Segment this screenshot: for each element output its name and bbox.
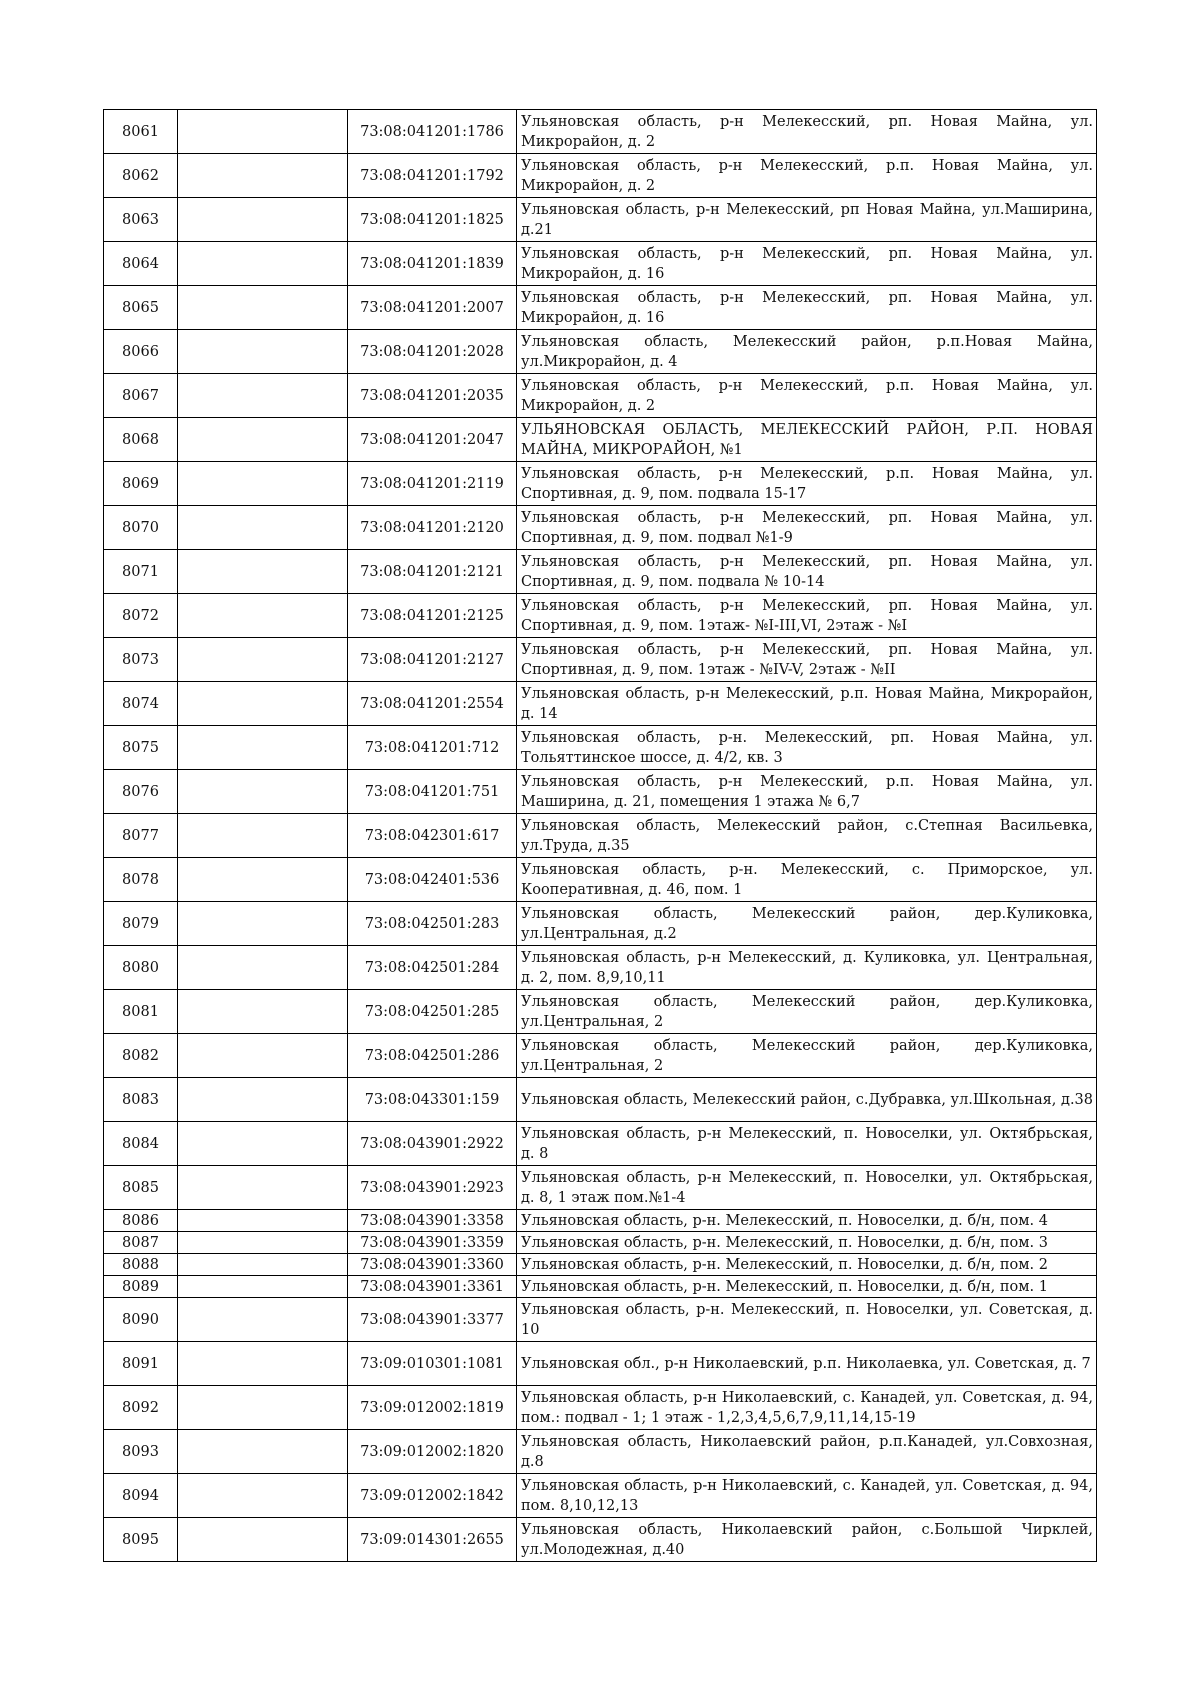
row-number: 8077 — [104, 814, 178, 858]
table-row — [104, 902, 1097, 946]
table-row — [104, 198, 1097, 242]
property-address: Ульяновская область, р-н Мелекесский, р.п. Новая Майна, ул. Маширина, д. 21, помещения 1 этажа № 6,7 — [517, 770, 1097, 814]
row-blank-cell — [178, 682, 348, 726]
row-number: 8084 — [104, 1122, 178, 1166]
cadastral-number: 73:08:041201:1786 — [348, 110, 517, 154]
row-blank-cell — [178, 1276, 348, 1298]
row-blank-cell — [178, 1210, 348, 1232]
cadastral-number: 73:08:043901:2923 — [348, 1166, 517, 1210]
row-blank-cell — [178, 1430, 348, 1474]
cadastral-number: 73:08:041201:2047 — [348, 418, 517, 462]
row-blank-cell — [178, 1034, 348, 1078]
property-address: Ульяновская область, р-н. Мелекесский, п. Новоселки, д. б/н, пом. 3 — [517, 1232, 1097, 1254]
table-row — [104, 374, 1097, 418]
cadastral-number: 73:08:042301:617 — [348, 814, 517, 858]
cadastral-number: 73:08:041201:1825 — [348, 198, 517, 242]
cadastral-number: 73:08:043901:3361 — [348, 1276, 517, 1298]
property-address: Ульяновская область, р-н Мелекесский, р.п. Новая Майна, ул. Спортивная, д. 9, пом. подвала 15-17 — [517, 462, 1097, 506]
cadastral-number: 73:08:041201:2007 — [348, 286, 517, 330]
table-row — [104, 814, 1097, 858]
cadastral-number: 73:08:042501:284 — [348, 946, 517, 990]
cadastral-number: 73:09:012002:1842 — [348, 1474, 517, 1518]
cadastral-number: 73:08:041201:2028 — [348, 330, 517, 374]
table-row — [104, 1078, 1097, 1122]
cadastral-number: 73:08:043901:3359 — [348, 1232, 517, 1254]
property-address: Ульяновская область, Мелекесский район, с.Дубравка, ул.Школьная, д.38 — [517, 1078, 1097, 1122]
property-address: Ульяновская область, р-н Мелекесский, п. Новоселки, ул. Октябрьская, д. 8 — [517, 1122, 1097, 1166]
row-number: 8066 — [104, 330, 178, 374]
property-address: Ульяновская область, р-н Мелекесский, рп. Новая Майна, ул. Микрорайон, д. 16 — [517, 286, 1097, 330]
property-address: Ульяновская область, Мелекесский район, р.п.Новая Майна, ул.Микрорайон, д. 4 — [517, 330, 1097, 374]
row-number: 8062 — [104, 154, 178, 198]
cadastral-number: 73:08:042401:536 — [348, 858, 517, 902]
row-blank-cell — [178, 1232, 348, 1254]
table-row — [104, 1210, 1097, 1232]
row-blank-cell — [178, 418, 348, 462]
property-table — [103, 109, 1097, 1562]
table-row — [104, 1342, 1097, 1386]
cadastral-number: 73:08:041201:751 — [348, 770, 517, 814]
table-row — [104, 1518, 1097, 1562]
property-address: Ульяновская область, р-н Мелекесский, рп. Новая Майна, ул. Спортивная, д. 9, пом. подвала № 10-14 — [517, 550, 1097, 594]
cadastral-number: 73:08:043901:3358 — [348, 1210, 517, 1232]
row-number: 8075 — [104, 726, 178, 770]
row-number: 8094 — [104, 1474, 178, 1518]
row-number: 8063 — [104, 198, 178, 242]
row-number: 8064 — [104, 242, 178, 286]
table-row — [104, 726, 1097, 770]
property-address: Ульяновская область, р-н Мелекесский, р.п. Новая Майна, Микрорайон, д. 14 — [517, 682, 1097, 726]
property-address: Ульяновская область, р-н Мелекесский, д. Куликовка, ул. Центральная, д. 2, пом. 8,9,10,11 — [517, 946, 1097, 990]
cadastral-number: 73:08:042501:283 — [348, 902, 517, 946]
table-row — [104, 418, 1097, 462]
row-blank-cell — [178, 638, 348, 682]
table-row — [104, 594, 1097, 638]
table-row — [104, 154, 1097, 198]
row-blank-cell — [178, 594, 348, 638]
table-body — [104, 110, 1097, 1562]
row-blank-cell — [178, 154, 348, 198]
property-address: Ульяновская область, р-н Мелекесский, рп. Новая Майна, ул. Спортивная, д. 9, пом. 1этаж - №IV-V, 2этаж - №II — [517, 638, 1097, 682]
row-number: 8076 — [104, 770, 178, 814]
cadastral-number: 73:08:041201:712 — [348, 726, 517, 770]
table-row — [104, 1276, 1097, 1298]
table-row — [104, 1232, 1097, 1254]
row-blank-cell — [178, 858, 348, 902]
row-number: 8072 — [104, 594, 178, 638]
row-number: 8078 — [104, 858, 178, 902]
property-address: Ульяновская область, р-н Мелекесский, рп. Новая Майна, ул. Спортивная, д. 9, пом. подвал №1-9 — [517, 506, 1097, 550]
row-number: 8070 — [104, 506, 178, 550]
cadastral-number: 73:09:012002:1819 — [348, 1386, 517, 1430]
row-number: 8085 — [104, 1166, 178, 1210]
row-blank-cell — [178, 1122, 348, 1166]
row-blank-cell — [178, 110, 348, 154]
table-row — [104, 1298, 1097, 1342]
row-number: 8092 — [104, 1386, 178, 1430]
row-blank-cell — [178, 550, 348, 594]
row-number: 8080 — [104, 946, 178, 990]
table-row — [104, 1254, 1097, 1276]
cadastral-number: 73:08:042501:286 — [348, 1034, 517, 1078]
table-row — [104, 638, 1097, 682]
row-blank-cell — [178, 1474, 348, 1518]
cadastral-number: 73:08:043901:2922 — [348, 1122, 517, 1166]
row-number: 8086 — [104, 1210, 178, 1232]
property-address: Ульяновская область, р-н Мелекесский, рп. Новая Майна, ул. Спортивная, д. 9, пом. 1этаж- №I-III,VI, 2этаж - №I — [517, 594, 1097, 638]
table-row — [104, 1166, 1097, 1210]
cadastral-number: 73:08:042501:285 — [348, 990, 517, 1034]
property-address: Ульяновская область, р-н Мелекесский, рп. Новая Майна, ул. Микрорайон, д. 16 — [517, 242, 1097, 286]
property-address: Ульяновская область, р-н Мелекесский, р.п. Новая Майна, ул. Микрорайон, д. 2 — [517, 374, 1097, 418]
table-row — [104, 462, 1097, 506]
table-row — [104, 858, 1097, 902]
table-row — [104, 1122, 1097, 1166]
property-address: Ульяновская область, Мелекесский район, дер.Куликовка, ул.Центральная, 2 — [517, 1034, 1097, 1078]
property-address: Ульяновская область, р-н. Мелекесский, п. Новоселки, ул. Советская, д. 10 — [517, 1298, 1097, 1342]
row-blank-cell — [178, 1078, 348, 1122]
property-address: Ульяновская область, р-н Мелекесский, п. Новоселки, ул. Октябрьская, д. 8, 1 этаж пом.№1-4 — [517, 1166, 1097, 1210]
cadastral-number: 73:08:043901:3377 — [348, 1298, 517, 1342]
table-row — [104, 946, 1097, 990]
table-row — [104, 110, 1097, 154]
property-address: Ульяновская область, Мелекесский район, с.Степная Васильевка, ул.Труда, д.35 — [517, 814, 1097, 858]
row-blank-cell — [178, 726, 348, 770]
property-address: Ульяновская область, р-н Мелекесский, рп. Новая Майна, ул. Микрорайон, д. 2 — [517, 110, 1097, 154]
cadastral-number: 73:09:010301:1081 — [348, 1342, 517, 1386]
row-blank-cell — [178, 946, 348, 990]
cadastral-number: 73:08:041201:2127 — [348, 638, 517, 682]
cadastral-number: 73:08:043301:159 — [348, 1078, 517, 1122]
row-number: 8061 — [104, 110, 178, 154]
row-blank-cell — [178, 902, 348, 946]
property-address: Ульяновская обл., р-н Николаевский, р.п. Николаевка, ул. Советская, д. 7 — [517, 1342, 1097, 1386]
row-number: 8093 — [104, 1430, 178, 1474]
row-blank-cell — [178, 814, 348, 858]
row-number: 8091 — [104, 1342, 178, 1386]
cadastral-number: 73:08:041201:2119 — [348, 462, 517, 506]
table-row — [104, 242, 1097, 286]
table-row — [104, 1474, 1097, 1518]
row-number: 8083 — [104, 1078, 178, 1122]
row-blank-cell — [178, 770, 348, 814]
property-address: Ульяновская область, Мелекесский район, дер.Куликовка, ул.Центральная, 2 — [517, 990, 1097, 1034]
row-blank-cell — [178, 990, 348, 1034]
table-row — [104, 1430, 1097, 1474]
row-blank-cell — [178, 374, 348, 418]
table-row — [104, 506, 1097, 550]
row-number: 8090 — [104, 1298, 178, 1342]
row-blank-cell — [178, 1518, 348, 1562]
row-number: 8074 — [104, 682, 178, 726]
table-row — [104, 286, 1097, 330]
property-address: Ульяновская область, р-н. Мелекесский, п. Новоселки, д. б/н, пом. 2 — [517, 1254, 1097, 1276]
row-number: 8081 — [104, 990, 178, 1034]
property-address: Ульяновская область, р-н Николаевский, с. Канадей, ул. Советская, д. 94, пом. 8,10,12,13 — [517, 1474, 1097, 1518]
table-row — [104, 330, 1097, 374]
row-blank-cell — [178, 462, 348, 506]
cadastral-number: 73:08:041201:2120 — [348, 506, 517, 550]
row-blank-cell — [178, 242, 348, 286]
property-address: Ульяновская область, р-н Мелекесский, р.п. Новая Майна, ул. Микрорайон, д. 2 — [517, 154, 1097, 198]
row-blank-cell — [178, 1386, 348, 1430]
row-blank-cell — [178, 1166, 348, 1210]
row-number: 8065 — [104, 286, 178, 330]
table-row — [104, 1386, 1097, 1430]
table-row — [104, 682, 1097, 726]
row-number: 8073 — [104, 638, 178, 682]
row-number: 8089 — [104, 1276, 178, 1298]
row-blank-cell — [178, 330, 348, 374]
row-blank-cell — [178, 198, 348, 242]
cadastral-number: 73:08:041201:2035 — [348, 374, 517, 418]
cadastral-number: 73:08:043901:3360 — [348, 1254, 517, 1276]
property-address: Ульяновская область, Николаевский район, р.п.Канадей, ул.Совхозная, д.8 — [517, 1430, 1097, 1474]
property-address: Ульяновская область, р-н. Мелекесский, п. Новоселки, д. б/н, пом. 4 — [517, 1210, 1097, 1232]
row-number: 8079 — [104, 902, 178, 946]
row-number: 8095 — [104, 1518, 178, 1562]
row-blank-cell — [178, 1298, 348, 1342]
row-blank-cell — [178, 1254, 348, 1276]
table-row — [104, 990, 1097, 1034]
property-address: Ульяновская область, р-н Мелекесский, рп Новая Майна, ул.Маширина, д.21 — [517, 198, 1097, 242]
cadastral-number: 73:09:014301:2655 — [348, 1518, 517, 1562]
row-number: 8088 — [104, 1254, 178, 1276]
table-row — [104, 770, 1097, 814]
property-address: Ульяновская область, Мелекесский район, дер.Куликовка, ул.Центральная, д.2 — [517, 902, 1097, 946]
cadastral-number: 73:08:041201:2125 — [348, 594, 517, 638]
property-address: Ульяновская область, р-н. Мелекесский, с. Приморское, ул. Кооперативная, д. 46, пом. 1 — [517, 858, 1097, 902]
property-address: Ульяновская область, Николаевский район, с.Большой Чирклей, ул.Молодежная, д.40 — [517, 1518, 1097, 1562]
cadastral-number: 73:08:041201:2554 — [348, 682, 517, 726]
table-row — [104, 550, 1097, 594]
property-address: Ульяновская область, р-н Николаевский, с. Канадей, ул. Советская, д. 94, пом.: подвал - 1; 1 этаж - 1,2,3,4,5,6,7,9,11,14,15-19 — [517, 1386, 1097, 1430]
table-row — [104, 1034, 1097, 1078]
row-number: 8082 — [104, 1034, 178, 1078]
row-number: 8068 — [104, 418, 178, 462]
row-blank-cell — [178, 1342, 348, 1386]
cadastral-number: 73:08:041201:1792 — [348, 154, 517, 198]
row-number: 8087 — [104, 1232, 178, 1254]
cadastral-number: 73:08:041201:1839 — [348, 242, 517, 286]
cadastral-number: 73:08:041201:2121 — [348, 550, 517, 594]
row-blank-cell — [178, 506, 348, 550]
property-address: Ульяновская область, р-н. Мелекесский, п. Новоселки, д. б/н, пом. 1 — [517, 1276, 1097, 1298]
row-number: 8071 — [104, 550, 178, 594]
property-address: Ульяновская область, р-н. Мелекесский, рп. Новая Майна, ул. Тольяттинское шоссе, д. 4/2, кв. 3 — [517, 726, 1097, 770]
property-address: УЛЬЯНОВСКАЯ ОБЛАСТЬ, МЕЛЕКЕССКИЙ РАЙОН, Р.П. НОВАЯ МАЙНА, МИКРОРАЙОН, №1 — [517, 418, 1097, 462]
row-number: 8069 — [104, 462, 178, 506]
cadastral-number: 73:09:012002:1820 — [348, 1430, 517, 1474]
row-number: 8067 — [104, 374, 178, 418]
row-blank-cell — [178, 286, 348, 330]
